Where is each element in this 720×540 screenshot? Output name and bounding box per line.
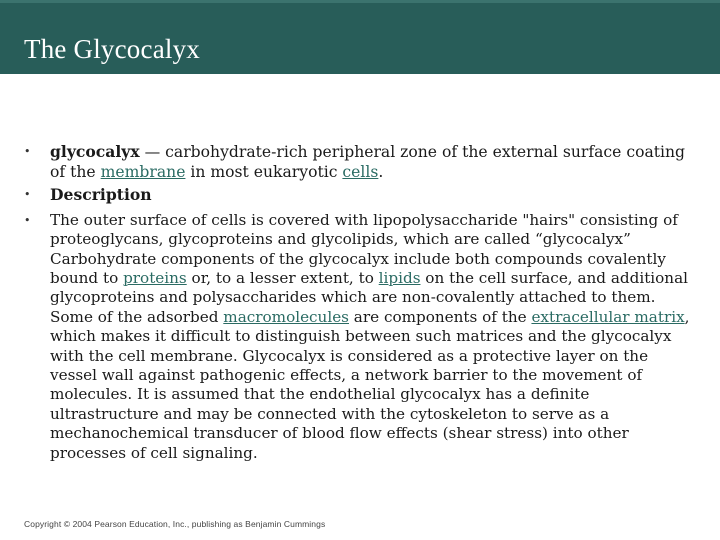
description-heading (50, 185, 696, 206)
definition-text (50, 142, 696, 182)
definition-text-part: — carbohydrate-rich peripheral zone of the external surface coating of the (50, 143, 686, 181)
link-membrane[interactable]: membrane (100, 162, 186, 181)
bullet-item-definition (24, 142, 696, 182)
body-paragraph (50, 211, 696, 463)
copyright-footer: Copyright © 2004 Pearson Education, Inc., publishing as Benjamin Cummings (24, 519, 326, 529)
slide-title: The Glycocalyx (24, 34, 200, 64)
link-proteins[interactable]: proteins (123, 269, 187, 287)
body-text-part: are components of the (348, 307, 532, 326)
bullet-marker: • (24, 188, 31, 202)
definition-text-part: in most eukaryotic (185, 162, 343, 181)
bullet-item-body (24, 211, 696, 463)
body-text-part: on the cell surface, and additional glycoproteins and polysaccharides which are non-covalently attached to them. Some of the adsorbed (50, 269, 689, 326)
body-text-part: or, to a lesser extent, to (186, 269, 379, 287)
definition-text-part: . (378, 162, 384, 181)
link-lipids[interactable]: lipids (378, 269, 421, 287)
bullet-marker: • (24, 145, 31, 158)
body-text-part: , which makes it difficult to distinguish between such matrices and the glycocalyx with the cell membrane. Glycocalyx is considered as a protective layer on the vessel wall against pathogenic effects, a network barrier to the movement of molecules. It is assumed that the endothelial glycocalyx has a definite ultrastructure and may be connected with the cytoskeleton to serve as a mechanochemical transducer of blood flow effects (shear stress) into other processes of cell signaling. (50, 307, 690, 462)
body-text-part: The outer surface of cells is covered with lipopolysaccharide "hairs" consisting of proteoglycans, glycoproteins and glycolipids, which are called “glycocalyx” Carbohydrate components of the glycocalyx include both compounds covalently bound to (50, 210, 678, 287)
term-glycocalyx: glycocalyx (50, 142, 140, 161)
title-bar (0, 0, 720, 74)
link-cells[interactable]: cells (342, 162, 379, 181)
title-bar-accent (0, 0, 720, 3)
description-label: Description (50, 185, 152, 205)
link-extracellular-matrix[interactable]: extracellular matrix (531, 307, 685, 326)
bullet-list (24, 142, 696, 463)
link-macromolecules[interactable]: macromolecules (223, 307, 349, 326)
bullet-item-description (24, 185, 696, 206)
bullet-marker: • (24, 213, 31, 227)
